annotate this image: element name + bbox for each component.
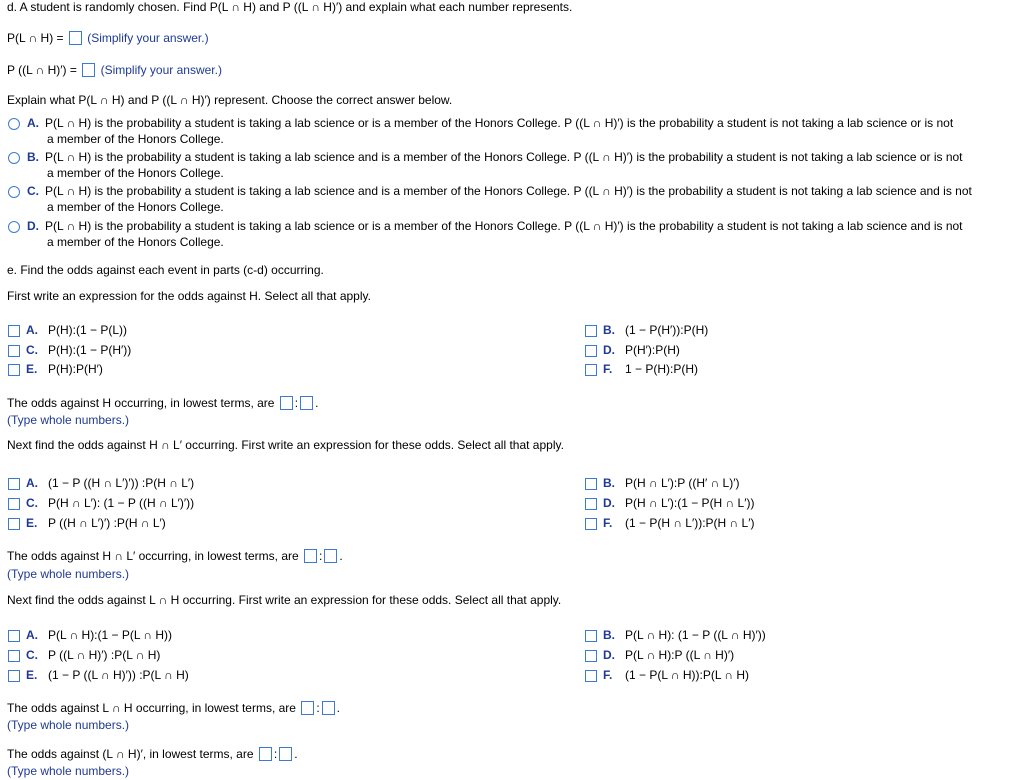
q2-checkbox-d[interactable] (585, 498, 597, 510)
option-letter: E. (26, 668, 38, 682)
q2-hint: (Type whole numbers.) (7, 567, 130, 581)
q1-option-c[interactable] (26, 343, 131, 357)
q3-checkbox-e[interactable] (8, 670, 20, 682)
option-text: P(L ∩ H):(1 − P(L ∩ H)) (48, 628, 173, 642)
option-text: 1 − P(H):P(H) (625, 362, 699, 376)
option-a[interactable] (27, 115, 1017, 147)
option-text: P(L ∩ H) is the probability a student is taking a lab science or is a member of the Honors College. P ((L ∩ H)′) is the probability a student is not taking a lab science and is not (45, 219, 963, 233)
option-letter: B. (27, 150, 39, 164)
option-letter: A. (26, 628, 38, 642)
option-letter: F. (603, 668, 613, 682)
q2-checkbox-a[interactable] (8, 478, 20, 490)
radio-option-d[interactable] (8, 221, 20, 233)
q3-option-b[interactable] (603, 628, 766, 642)
p-l-and-h-row (7, 31, 209, 45)
q3-answer-row (7, 701, 340, 715)
q3-option-f[interactable] (603, 668, 749, 682)
p-l-and-h-input[interactable] (69, 31, 82, 45)
q1-answer-label: The odds against H occurring, in lowest terms, are (7, 396, 275, 410)
option-text: P(L ∩ H) is the probability a student is taking a lab science and is a member of the Honors College. P ((L ∩ H)′) is the probability a student is not taking a lab science or is not (45, 150, 963, 164)
q3-option-c[interactable] (26, 648, 160, 662)
option-text: P(L ∩ H):P ((L ∩ H)′) (625, 648, 735, 662)
q2-option-d[interactable] (603, 496, 754, 510)
option-letter: E. (26, 516, 38, 530)
q2-checkbox-e[interactable] (8, 518, 20, 530)
q1-checkbox-e[interactable] (8, 364, 20, 376)
ratio-colon: : (294, 396, 299, 410)
option-text: P ((H ∩ L′)′) :P(H ∩ L′) (48, 516, 166, 530)
option-letter: F. (603, 516, 613, 530)
q1-answer-row (7, 396, 318, 410)
option-text-cont: a member of the Honors College. (47, 235, 224, 249)
q3-answer-input-1[interactable] (301, 701, 314, 715)
q2-prompt: Next find the odds against H ∩ L′ occurring. First write an expression for these odds. Select all that apply. (7, 438, 564, 452)
option-letter: C. (27, 184, 39, 198)
option-text-cont: a member of the Honors College. (47, 200, 224, 214)
q4-answer-label: The odds against (L ∩ H)′, in lowest terms, are (7, 747, 254, 761)
q3-checkbox-b[interactable] (585, 630, 597, 642)
option-letter: B. (603, 628, 615, 642)
option-text: P(L ∩ H): (1 − P ((L ∩ H)′)) (625, 628, 766, 642)
period: . (339, 549, 343, 563)
option-text: P(L ∩ H) is the probability a student is taking a lab science and is a member of the Honors College. P ((L ∩ H)′) is the probability a student is not taking a lab science and is not (45, 184, 972, 198)
option-text: P(L ∩ H) is the probability a student is taking a lab science or is a member of the Honors College. P ((L ∩ H)′) is the probability a student is not taking a lab science or is not (45, 116, 954, 130)
q3-option-d[interactable] (603, 648, 734, 662)
p-complement-row (7, 63, 222, 77)
q3-checkbox-d[interactable] (585, 650, 597, 662)
option-text: (1 − P(H ∩ L′)):P(H ∩ L′) (625, 516, 755, 530)
option-text-cont: a member of the Honors College. (47, 166, 224, 180)
q1-option-f[interactable] (603, 362, 698, 376)
q3-option-e[interactable] (26, 668, 189, 682)
explain-prompt: Explain what P(L ∩ H) and P ((L ∩ H)′) represent. Choose the correct answer below. (7, 93, 453, 107)
ratio-colon: : (319, 549, 323, 563)
q2-option-a[interactable] (26, 476, 194, 490)
period: . (294, 747, 298, 761)
q2-answer-label: The odds against H ∩ L′ occurring, in lowest terms, are (7, 549, 299, 563)
q2-checkbox-f[interactable] (585, 518, 597, 530)
q1-checkbox-a[interactable] (8, 325, 20, 337)
q3-checkbox-f[interactable] (585, 670, 597, 682)
option-text: P(H):(1 − P(L)) (48, 323, 128, 337)
option-text: P(H′):P(H) (625, 343, 680, 357)
option-c[interactable] (27, 183, 1017, 215)
q4-hint: (Type whole numbers.) (7, 764, 130, 778)
part-e-heading: e. Find the odds against each event in parts (c-d) occurring. (7, 263, 324, 277)
option-letter: F. (603, 362, 613, 376)
p-l-and-h-hint: (Simplify your answer.) (87, 31, 209, 45)
q1-checkbox-d[interactable] (585, 345, 597, 357)
q1-option-d[interactable] (603, 343, 680, 357)
option-text: P ((L ∩ H)′) :P(L ∩ H) (48, 648, 161, 662)
option-letter: C. (26, 648, 38, 662)
q2-option-f[interactable] (603, 516, 754, 530)
q3-checkbox-a[interactable] (8, 630, 20, 642)
part-d-heading: d. A student is randomly chosen. Find P(L ∩ H) and P ((L ∩ H)′) and explain what each number represents. (7, 0, 573, 14)
radio-option-c[interactable] (8, 186, 20, 198)
option-b[interactable] (27, 149, 1017, 181)
option-letter: D. (603, 496, 615, 510)
q1-checkbox-c[interactable] (8, 345, 20, 357)
option-letter: A. (26, 323, 38, 337)
option-letter: A. (26, 476, 38, 490)
option-text: (1 − P(L ∩ H)):P(L ∩ H) (625, 668, 750, 682)
option-letter: E. (26, 362, 38, 376)
radio-option-a[interactable] (8, 118, 20, 130)
p-complement-label: P ((L ∩ H)′) = (7, 63, 77, 77)
q3-answer-label: The odds against L ∩ H occurring, in lowest terms, are (7, 701, 296, 715)
option-letter: B. (603, 323, 615, 337)
period: . (336, 701, 341, 715)
option-letter: A. (27, 116, 39, 130)
q3-prompt: Next find the odds against L ∩ H occurring. First write an expression for these odds. Select all that apply. (7, 593, 562, 607)
option-text: P(H):P(H′) (48, 362, 103, 376)
option-text: P(H ∩ L′): (1 − P ((H ∩ L′)′)) (48, 496, 195, 510)
option-text: P(H ∩ L′):P ((H′ ∩ L)′) (625, 476, 740, 490)
option-text: (1 − P(H′)):P(H) (625, 323, 709, 337)
q1-answer-input-2[interactable] (300, 396, 313, 410)
q1-hint: (Type whole numbers.) (7, 413, 130, 427)
option-text: (1 − P ((L ∩ H)′)) :P(L ∩ H) (48, 668, 189, 682)
option-text: P(H ∩ L′):(1 − P(H ∩ L′)) (625, 496, 755, 510)
q4-answer-input-2[interactable] (279, 747, 292, 761)
option-text: P(H):(1 − P(H′)) (48, 343, 132, 357)
option-letter: D. (603, 648, 615, 662)
q2-checkbox-b[interactable] (585, 478, 597, 490)
option-letter: C. (26, 496, 38, 510)
ratio-colon: : (316, 701, 320, 715)
q3-checkbox-c[interactable] (8, 650, 20, 662)
q1-option-b[interactable] (603, 323, 708, 337)
q2-option-e[interactable] (26, 516, 166, 530)
q1-prompt: First write an expression for the odds against H. Select all that apply. (7, 289, 371, 303)
ratio-colon: : (273, 747, 278, 761)
option-text: (1 − P ((H ∩ L′)′)) :P(H ∩ L′) (48, 476, 195, 490)
option-text-cont: a member of the Honors College. (47, 132, 224, 146)
p-l-and-h-label: P(L ∩ H) = (7, 31, 64, 45)
option-letter: C. (26, 343, 38, 357)
radio-option-b[interactable] (8, 152, 20, 164)
q3-option-a[interactable] (26, 628, 172, 642)
option-letter: D. (27, 219, 39, 233)
option-letter: B. (603, 476, 615, 490)
q3-answer-input-2[interactable] (322, 701, 335, 715)
q1-answer-input-1[interactable] (280, 396, 293, 410)
q2-option-b[interactable] (603, 476, 739, 490)
option-letter: D. (603, 343, 615, 357)
q4-answer-input-1[interactable] (259, 747, 272, 761)
q2-checkbox-c[interactable] (8, 498, 20, 510)
q1-option-e[interactable] (26, 362, 103, 376)
q1-checkbox-b[interactable] (585, 325, 597, 337)
q1-checkbox-f[interactable] (585, 364, 597, 376)
q2-answer-row (7, 549, 343, 563)
p-complement-hint: (Simplify your answer.) (100, 63, 222, 77)
p-complement-input[interactable] (82, 63, 95, 77)
q4-answer-row (7, 747, 298, 761)
q1-option-a[interactable] (26, 323, 127, 337)
q3-hint: (Type whole numbers.) (7, 718, 130, 732)
q2-answer-input-2[interactable] (324, 549, 337, 563)
period: . (315, 396, 319, 410)
option-d[interactable] (27, 218, 1017, 250)
q2-option-c[interactable] (26, 496, 194, 510)
q2-answer-input-1[interactable] (304, 549, 317, 563)
